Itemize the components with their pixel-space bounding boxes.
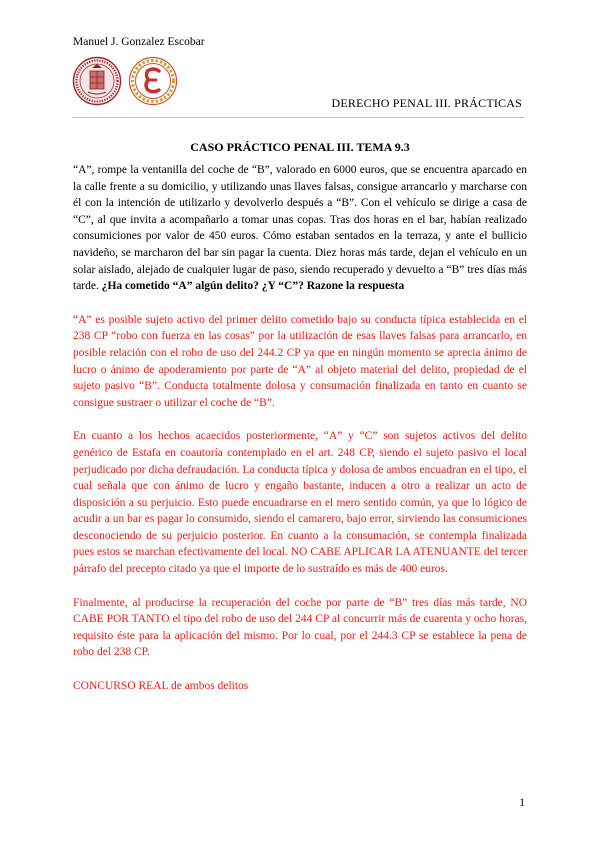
course-title: DERECHO PENAL III. PRÁCTICAS bbox=[331, 96, 522, 110]
answer-paragraph-2: En cuanto a los hechos acaecidos posteriormente, “A” y “C” son sujetos activos del delito genérico de Estafa en coautoría contemplado en el art. 248 CP, siendo el sujeto pasivo el local perjudicado por dicha defraudación. La conducta típica y dolosa de ambos encuadran en el tipo, el cual señala que con ánimo de lucro y engaño bastante, inducen a otro a realizar un acto de disposición a su perjuicio. Esto puede encuadrarse en el mero sentido común, ya que lo lógico de acudir a un bar es pagar lo consumido, siendo el camarero, bajo error, sirviendo las consumiciones desconociendo de su perjuicio posterior. En cuanto a la consumación, se contempla finalizada pues estos se marchan efectivamente del local. NO CABE APLICAR LA ATENUANTE del tercer párrafo del precepto citado ya que el importe de lo sustraído es más de 400 euros. bbox=[73, 430, 527, 576]
university-seal-logo bbox=[72, 56, 122, 106]
case-statement bbox=[73, 162, 527, 295]
header-divider bbox=[72, 117, 524, 118]
document-body bbox=[73, 162, 527, 695]
page-number: 1 bbox=[519, 797, 525, 809]
header-author: Manuel J. Gonzalez Escobar bbox=[73, 36, 205, 48]
answer-conclusion: CONCURSO REAL de ambos delitos bbox=[73, 680, 249, 693]
case-title: CASO PRÁCTICO PENAL III. TEMA 9.3 bbox=[190, 140, 410, 154]
faculty-emblem-logo bbox=[128, 56, 178, 106]
answer-paragraph-3: Finalmente, al producirse la recuperación del coche por parte de “B” tres días más tarde, NO CABE POR TANTO el tipo del robo de uso del 244 CP al concurrir más de cuarenta y ocho horas, requisito éste para la aplicación del mismo. Por lo cual, por el 244.3 CP se establece la pena de robo del 238 CP. bbox=[73, 596, 527, 659]
case-question: ¿Ha cometido “A” algún delito? ¿Y “C”? Razone la respuesta bbox=[101, 280, 405, 293]
answer-paragraph-1: “A” es posible sujeto activo del primer delito cometido bajo su conducta típica establecida en el 238 CP “robo con fuerza en las cosas” por la utilización de esas llaves falsas para arrancarlo, en posible relación con el robo de uso del 244.2 CP ya que en ningún momento se aprecia ánimo de lucro o ánimo de apoderamiento por parte de “A” al objeto material del delito, propiedad de el sujeto pasivo “B”. Conducta totalmente dolosa y consumación finalizada en tanto en cuanto se consigue sustraer o utilizar el coche de “B”. bbox=[73, 313, 527, 409]
statement-text: “A”, rompe la ventanilla del coche de “B”, valorado en 6000 euros, que se encuentra aparcado en la calle frente a su domicilio, y utilizando unas llaves falsas, consigue arrancarlo y marcharse con él con la intención de utilizarlo y devolverlo después a “B”. Con el vehículo se dirige a casa de “C”, al que invita a acompañarlo a tomar unas copas. Tras dos horas en el bar, habían realizado consumiciones por valor de 450 euros. Cómo estaban sentados en la terraza, y ante el bullicio navideño, se marcharon del bar sin pagar la cuenta. Diez horas más tarde, dejan el vehículo en un solar aislado, alejado de cualquier lugar de paso, siendo recuperado y devuelto a “B” tres días más tarde. bbox=[73, 164, 527, 293]
